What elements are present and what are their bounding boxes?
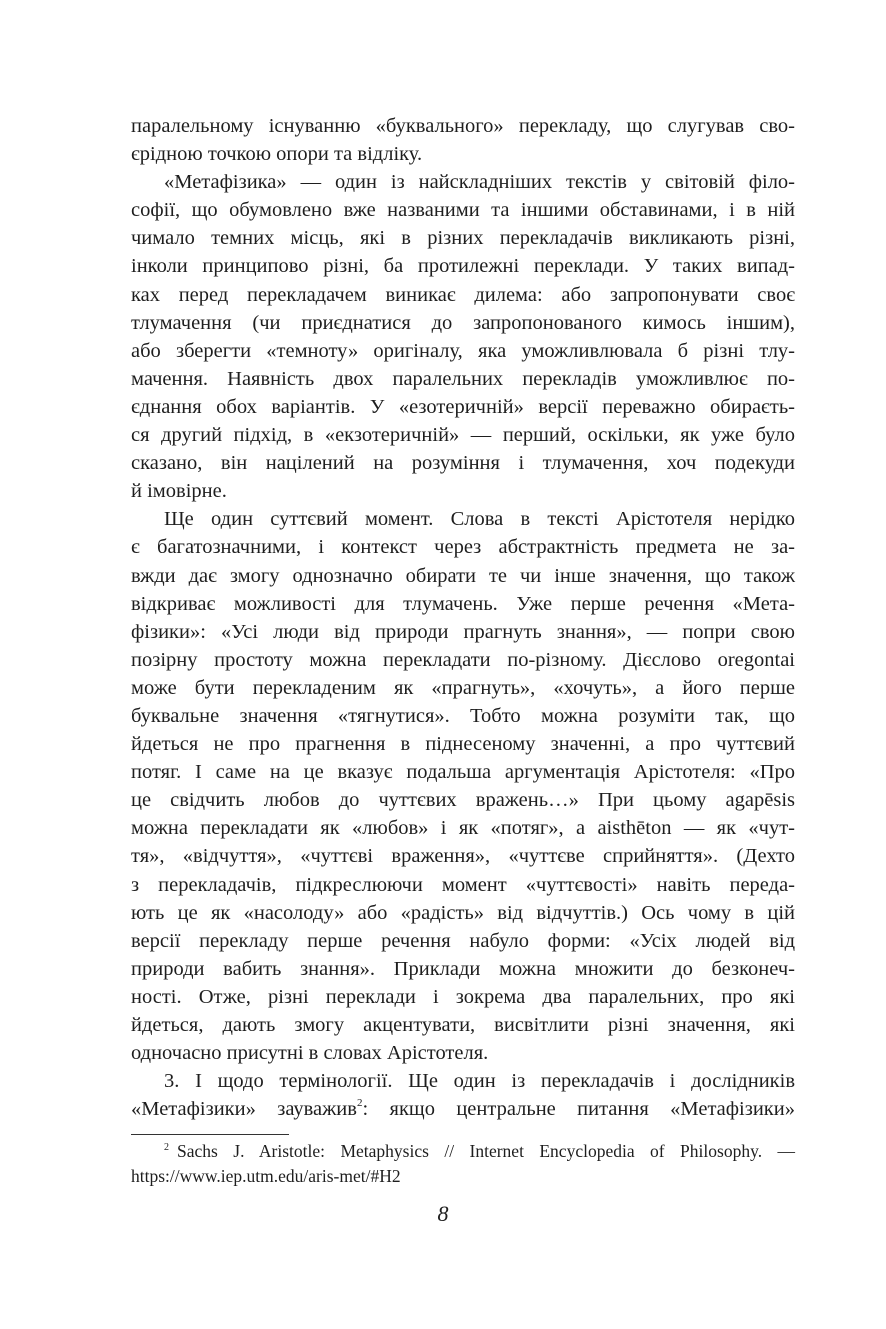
footnote-text: Sachs J. Aristotle: Metaphysics // Internet Encyclopedia of Philosophy. — <box>177 1141 795 1161</box>
footnote-line <box>131 1139 795 1164</box>
text-line: й імовірне. <box>131 480 227 503</box>
paragraph <box>131 168 795 505</box>
text-line: йдеться не про прагнення в піднесеному значенні, а про чуттєвий <box>131 733 795 756</box>
footnote-reference[interactable]: 2 <box>356 1097 363 1110</box>
text-line: софії, що обумовлено вже названими та іншими обставинами, і в ній <box>131 199 795 222</box>
text-line <box>131 1095 795 1123</box>
text-line: вжди дає змогу однозначно обирати те чи інше значення, що також <box>131 564 795 587</box>
text-line: єднання обох варіантів. У «езотеричній» версії переважно обираєть- <box>131 395 795 418</box>
body-text <box>131 112 795 1123</box>
text-line: тлумачення (чи приєднатися до запропонованого кимось іншим), <box>131 311 795 334</box>
text-line: паралельному існуванню «буквального» перекладу, що слугував сво- <box>131 115 795 137</box>
text-line: йдеться, дають змогу акцентувати, висвітлити різні значення, які <box>131 1014 795 1036</box>
text-line: версії перекладу перше речення набуло форми: «Усіх людей від <box>131 929 795 952</box>
text-line: фізики»: «Усі люди від природи прагнуть знання», — попри свою <box>131 620 795 643</box>
text-fragment: «Метафізики» зауважив <box>131 1098 357 1121</box>
text-line: ся другий підхід, в «екзотеричній» — перший, оскільки, як уже було <box>131 424 795 447</box>
paragraph <box>131 1067 795 1123</box>
text-line: ності. Отже, різні переклади і зокрема два паралельних, про які <box>131 985 795 1008</box>
text-line: може бути перекладеним як «прагнуть», «хочуть», а його перше <box>131 676 795 699</box>
text-line: можна перекладати як «любов» і як «потяг», а aisthēton — як «чут- <box>131 817 795 840</box>
footnote-marker: 2 <box>164 1142 169 1153</box>
text-line: «Метафізика» — один із найскладніших текстів у світовій філо- <box>164 171 795 194</box>
footnote-url[interactable]: https://www.iep.utm.edu/aris-met/#H2 <box>131 1166 401 1186</box>
paragraph <box>131 112 795 168</box>
text-line: тя», «відчуття», «чуттєві враження», «чуттєве сприйняття». (Дехто <box>131 845 795 868</box>
text-line: ють це як «насолоду» або «радість» від відчуттів.) Ось чому в цій <box>131 901 795 924</box>
text-line: мачення. Наявність двох паралельних перекладів уможливлює по- <box>131 367 795 390</box>
footnote-divider <box>131 1134 289 1135</box>
text-line: з перекладачів, підкреслюючи момент «чуттєвості» навіть переда- <box>131 873 795 896</box>
text-line: інколи принципово різні, ба протилежні переклади. У таких випад- <box>131 255 795 278</box>
text-line: чимало темних місць, які в різних перекладачів викликають різні, <box>131 227 795 250</box>
text-line: єрідною точкою опори та відліку. <box>131 143 423 166</box>
footnote <box>131 1139 795 1189</box>
text-fragment: : якщо центральне питання «Метафізики» <box>362 1098 795 1121</box>
text-line: потяг. І саме на це вказує подальша аргументація Арістотеля: «Про <box>131 761 795 784</box>
text-line: є багатозначними, і контекст через абстрактність предмета не за- <box>131 536 795 559</box>
text-line: відкриває можливості для тлумачень. Уже перше речення «Мета- <box>131 592 795 615</box>
text-line: позірну простоту можна перекладати по-різному. Дієслово oregontai <box>131 648 795 671</box>
page-number: 8 <box>437 1201 449 1226</box>
text-line: одночасно присутні в словах Арістотеля. <box>131 1042 489 1065</box>
text-line: природи вабить знання». Приклади можна множити до безконеч- <box>131 957 795 980</box>
text-line: або зберегти «темноту» оригіналу, яка уможливлювала б різні тлу- <box>131 339 795 362</box>
text-line: це свідчить любов до чуттєвих вражень…» При цьому agapēsis <box>131 789 795 812</box>
text-line: Ще один суттєвий момент. Слова в тексті Арістотеля нерідко <box>164 508 795 531</box>
text-line: буквальне значення «тягнутися». Тобто можна розуміти так, що <box>131 704 795 727</box>
text-line: сказано, він націлений на розуміння і тлумачення, хоч подекуди <box>131 452 795 475</box>
text-line: ках перед перекладачем виникає дилема: або запропонувати своє <box>131 283 795 306</box>
text-line: 3. І щодо термінології. Ще один із перекладачів і дослідників <box>164 1070 795 1093</box>
paragraph <box>131 505 795 1067</box>
